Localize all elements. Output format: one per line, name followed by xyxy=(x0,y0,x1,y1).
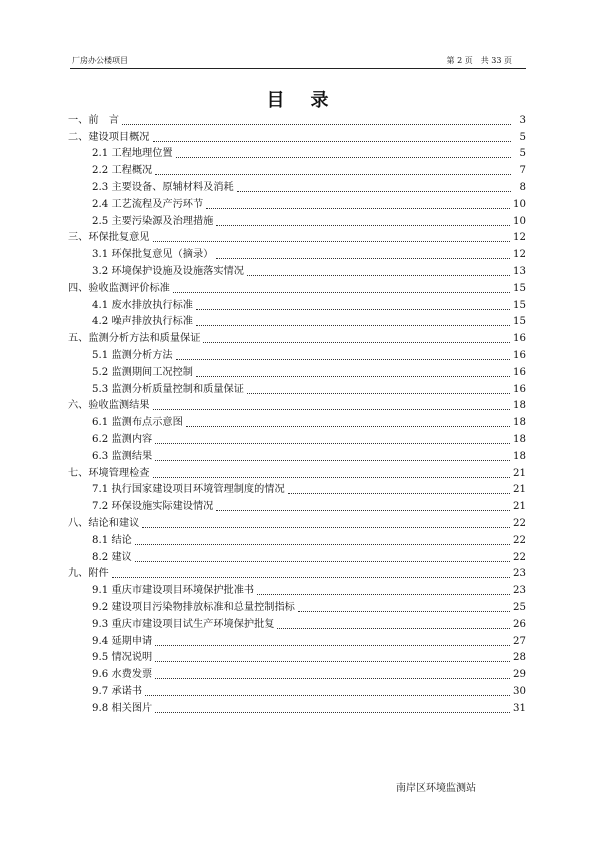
toc-entry[interactable] xyxy=(68,412,526,429)
toc-entry-page: 5 xyxy=(519,131,526,143)
toc-entry-title: 2.4 工艺流程及产污环节 xyxy=(92,198,204,210)
footer-organization: 南岸区环境监测站 xyxy=(396,783,476,794)
toc-dot-leader xyxy=(288,492,510,494)
toc-entry-title: 8.2 建议 xyxy=(92,551,132,563)
toc-entry-title: 9.4 延期申请 xyxy=(92,635,153,647)
toc-dot-leader xyxy=(155,459,510,461)
toc-entry-title: 8.1 结论 xyxy=(92,534,132,546)
toc-entry-title: 5.1 监测分析方法 xyxy=(92,349,173,361)
toc-entry-title: 4.1 废水排放执行标准 xyxy=(92,299,193,311)
toc-entry-page: 16 xyxy=(513,366,526,378)
toc-entry-page: 7 xyxy=(519,165,526,177)
toc-dot-leader xyxy=(135,543,510,545)
toc-entry-title: 八、结论和建议 xyxy=(68,517,140,529)
toc-entry-page: 21 xyxy=(513,484,526,496)
toc-entry-page: 16 xyxy=(513,383,526,395)
toc-dot-leader xyxy=(196,324,510,326)
toc-dot-leader xyxy=(155,677,510,679)
toc-entry-page: 12 xyxy=(513,249,526,261)
toc-dot-leader xyxy=(176,358,510,360)
toc-entry-page: 31 xyxy=(513,702,526,714)
toc-entry-title: 五、监测分析方法和质量保证 xyxy=(68,333,201,345)
toc-entry-page: 5 xyxy=(519,148,526,160)
toc-entry-title: 7.1 执行国家建设项目环境管理制度的情况 xyxy=(92,484,285,496)
toc-entry-title: 六、验收监测结果 xyxy=(68,400,150,412)
toc-dot-leader xyxy=(257,593,510,595)
toc-entry[interactable] xyxy=(68,211,526,228)
toc-entry-title: 9.8 相关图片 xyxy=(92,702,153,714)
toc-entry-page: 16 xyxy=(513,349,526,361)
toc-dot-leader xyxy=(153,408,511,410)
toc-entry-page: 3 xyxy=(519,114,526,126)
toc-entry-page: 15 xyxy=(513,282,526,294)
toc-entry[interactable] xyxy=(68,480,526,497)
toc-entry-title: 5.3 监测分析质量控制和质量保证 xyxy=(92,383,244,395)
toc-entry-title: 9.1 重庆市建设项目环境保护批准书 xyxy=(92,585,255,597)
toc-dot-leader xyxy=(216,257,510,259)
toc-dot-leader xyxy=(135,560,510,562)
toc-entry-page: 23 xyxy=(513,568,526,580)
toc-entry[interactable] xyxy=(68,295,526,312)
header-project-name: 厂房办公楼项目 xyxy=(72,56,128,65)
toc-entry-page: 29 xyxy=(513,669,526,681)
toc-entry-page: 15 xyxy=(513,316,526,328)
toc-entry[interactable] xyxy=(68,564,526,581)
toc-entry-title: 6.3 监测结果 xyxy=(92,450,153,462)
toc-dot-leader xyxy=(196,308,510,310)
table-of-contents xyxy=(68,110,526,715)
toc-dot-leader xyxy=(206,207,510,209)
toc-entry[interactable] xyxy=(68,614,526,631)
toc-dot-leader xyxy=(153,240,511,242)
toc-entry-title: 3.1 环保批复意见（摘录） xyxy=(92,249,214,261)
toc-dot-leader xyxy=(237,190,511,192)
toc-dot-leader xyxy=(277,627,510,629)
toc-entry[interactable] xyxy=(68,127,526,144)
toc-entry-title: 七、环境管理检查 xyxy=(68,467,150,479)
toc-entry-title: 二、建设项目概况 xyxy=(68,131,150,143)
toc-entry-title: 2.3 主要设备、原辅材料及消耗 xyxy=(92,181,234,193)
toc-entry-title: 2.1 工程地理位置 xyxy=(92,148,173,160)
toc-entry[interactable] xyxy=(68,160,526,177)
toc-dot-leader xyxy=(155,711,510,713)
toc-entry-title: 6.1 监测布点示意图 xyxy=(92,417,183,429)
toc-dot-leader xyxy=(155,644,510,646)
toc-entry-page: 10 xyxy=(513,198,526,210)
toc-entry-page: 25 xyxy=(513,601,526,613)
toc-entry-page: 12 xyxy=(513,232,526,244)
toc-entry-page: 8 xyxy=(519,181,526,193)
toc-entry-title: 九、附件 xyxy=(68,568,109,580)
toc-entry[interactable] xyxy=(68,261,526,278)
toc-entry-title: 四、验收监测评价标准 xyxy=(68,282,170,294)
toc-entry[interactable] xyxy=(68,648,526,665)
toc-entry-page: 18 xyxy=(513,417,526,429)
toc-entry-page: 21 xyxy=(513,501,526,513)
toc-entry[interactable] xyxy=(68,362,526,379)
toc-entry-page: 16 xyxy=(513,333,526,345)
toc-entry[interactable] xyxy=(68,345,526,362)
header-page-info: 第 2 页 共 33 页 xyxy=(446,56,512,65)
toc-entry-page: 27 xyxy=(513,635,526,647)
toc-entry-title: 6.2 监测内容 xyxy=(92,433,153,445)
toc-dot-leader xyxy=(145,694,510,696)
toc-entry[interactable] xyxy=(68,597,526,614)
toc-entry-page: 22 xyxy=(513,551,526,563)
toc-entry-title: 9.5 情况说明 xyxy=(92,652,153,664)
toc-dot-leader xyxy=(112,576,510,578)
toc-entry-title: 9.3 重庆市建设项目试生产环境保护批复 xyxy=(92,618,275,630)
toc-entry-title: 5.2 监测期间工况控制 xyxy=(92,366,193,378)
toc-entry-page: 18 xyxy=(513,400,526,412)
toc-entry-title: 一、前 言 xyxy=(68,114,119,126)
toc-entry-page: 15 xyxy=(513,299,526,311)
toc-entry-title: 三、环保批复意见 xyxy=(68,232,150,244)
toc-entry[interactable] xyxy=(68,177,526,194)
toc-entry[interactable] xyxy=(68,530,526,547)
toc-entry-title: 9.2 建设项目污染物排放标准和总量控制指标 xyxy=(92,601,295,613)
toc-dot-leader xyxy=(155,660,510,662)
toc-entry-title: 9.7 承诺书 xyxy=(92,685,143,697)
toc-entry-page: 13 xyxy=(513,265,526,277)
toc-entry[interactable] xyxy=(68,194,526,211)
toc-entry-page: 22 xyxy=(513,517,526,529)
toc-dot-leader xyxy=(203,341,510,343)
toc-entry[interactable] xyxy=(68,328,526,345)
toc-dot-leader xyxy=(122,123,511,125)
toc-entry[interactable] xyxy=(68,547,526,564)
toc-entry[interactable] xyxy=(68,429,526,446)
toc-entry-title: 9.6 水费发票 xyxy=(92,669,153,681)
page-title: 目录 xyxy=(266,90,355,111)
toc-entry-page: 30 xyxy=(513,685,526,697)
toc-entry[interactable] xyxy=(68,580,526,597)
toc-entry[interactable] xyxy=(68,312,526,329)
toc-entry-title: 2.2 工程概况 xyxy=(92,165,153,177)
toc-entry[interactable] xyxy=(68,110,526,127)
toc-entry[interactable] xyxy=(68,446,526,463)
toc-entry-page: 10 xyxy=(513,215,526,227)
toc-entry[interactable] xyxy=(68,631,526,648)
toc-entry[interactable] xyxy=(68,496,526,513)
toc-entry[interactable] xyxy=(68,513,526,530)
toc-entry-page: 28 xyxy=(513,652,526,664)
toc-dot-leader xyxy=(153,476,511,478)
toc-dot-leader xyxy=(247,392,510,394)
toc-dot-leader xyxy=(176,156,511,158)
toc-entry-page: 26 xyxy=(513,618,526,630)
toc-entry-title: 2.5 主要污染源及治理措施 xyxy=(92,215,214,227)
toc-entry-title: 7.2 环保设施实际建设情况 xyxy=(92,501,214,513)
toc-entry-title: 4.2 噪声排放执行标准 xyxy=(92,316,193,328)
toc-entry-page: 23 xyxy=(513,585,526,597)
toc-entry-page: 22 xyxy=(513,534,526,546)
toc-entry[interactable] xyxy=(68,244,526,261)
toc-dot-leader xyxy=(298,610,510,612)
toc-dot-leader xyxy=(216,224,510,226)
toc-entry[interactable] xyxy=(68,144,526,161)
toc-dot-leader xyxy=(173,291,510,293)
toc-entry-page: 18 xyxy=(513,433,526,445)
toc-dot-leader xyxy=(155,173,511,175)
toc-dot-leader xyxy=(186,425,510,427)
page-header xyxy=(70,54,526,69)
toc-entry[interactable] xyxy=(68,396,526,413)
toc-entry[interactable] xyxy=(68,228,526,245)
toc-dot-leader xyxy=(247,274,510,276)
toc-entry[interactable] xyxy=(68,681,526,698)
toc-dot-leader xyxy=(153,140,512,142)
toc-entry[interactable] xyxy=(68,463,526,480)
toc-dot-leader xyxy=(216,509,510,511)
toc-entry[interactable] xyxy=(68,698,526,715)
toc-entry[interactable] xyxy=(68,664,526,681)
toc-dot-leader xyxy=(196,375,510,377)
toc-entry-page: 18 xyxy=(513,450,526,462)
toc-entry-title: 3.2 环境保护设施及设施落实情况 xyxy=(92,265,244,277)
toc-entry[interactable] xyxy=(68,278,526,295)
toc-dot-leader xyxy=(155,442,510,444)
toc-dot-leader xyxy=(142,526,510,528)
toc-entry[interactable] xyxy=(68,379,526,396)
toc-entry-page: 21 xyxy=(513,467,526,479)
